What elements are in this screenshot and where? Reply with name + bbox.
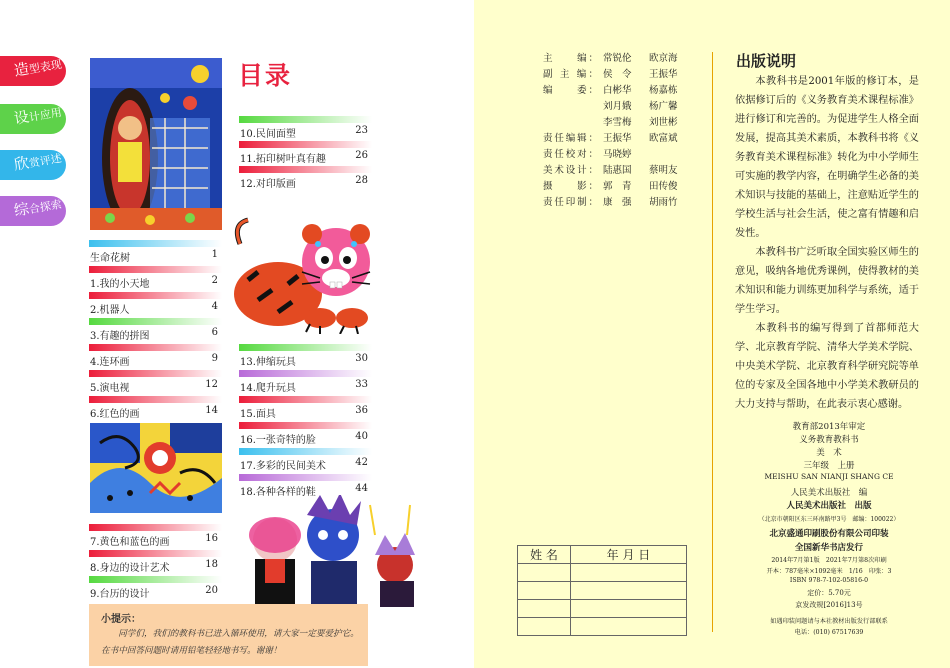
date-cell[interactable] — [571, 618, 687, 636]
imprint-line: 京发改规[2016]13号 — [795, 601, 863, 609]
entry-page: 44 — [355, 483, 368, 494]
tab-label: 合探索 — [28, 197, 63, 217]
tab-label: 赏评述 — [28, 151, 63, 171]
divider-line — [712, 52, 713, 632]
tab-first-char: 设 — [12, 107, 31, 128]
entry-title: 12.对印版画 — [240, 179, 296, 190]
credit-line: 编 委： 白彬华 杨嘉栋 — [543, 85, 678, 96]
imprint-line: 全国新华书店发行 — [794, 543, 863, 553]
entry-page: 23 — [355, 125, 368, 136]
imprint-line: 美 术 — [816, 448, 842, 458]
toc-entry[interactable] — [89, 396, 222, 422]
toc-entry[interactable] — [239, 116, 372, 142]
toc-entry[interactable] — [89, 318, 222, 344]
entry-title: 生命花树 — [90, 253, 130, 264]
toc-entry[interactable] — [239, 448, 372, 474]
name-cell[interactable] — [518, 564, 571, 582]
publish-paragraph: 本教科书广泛听取全国实验区师生的意见，吸纳各地优秀课例，使得教材的美术知识和能力训练更加科学与系统，适于学生学习。 — [735, 247, 919, 315]
credit-line: 摄 影： 郭 青 田传俊 — [543, 181, 678, 192]
credit-line: 美术设计： 陆惠国 蔡明友 — [543, 165, 678, 176]
toc-entry[interactable] — [89, 292, 222, 318]
imprint-line: 定价：5.70元 — [807, 589, 851, 597]
entry-page: 40 — [355, 431, 368, 442]
toc-entry[interactable] — [239, 396, 372, 422]
entry-title: 5.演电视 — [90, 383, 130, 394]
imprint-line: MEISHU SAN NIANJI SHANG CE — [764, 472, 894, 481]
entry-title: 7.黄色和蓝色的画 — [90, 537, 170, 548]
entry-page: 1 — [211, 249, 218, 260]
toc-entry[interactable] — [239, 141, 372, 167]
credit-line: 主 编： 常锐伦 欧京海 — [543, 53, 678, 64]
imprint-line: 开本：787毫米×1092毫米 1/16 印张：3 — [766, 568, 892, 575]
name-header: 姓 名 — [518, 546, 571, 564]
toc-entry[interactable] — [89, 240, 222, 266]
entry-page: 2 — [211, 275, 218, 286]
toc-entry[interactable] — [239, 166, 372, 192]
entry-title: 18.各种各样的鞋 — [240, 487, 316, 498]
entry-page: 4 — [211, 301, 218, 312]
tip-box — [89, 604, 368, 666]
toc-entry[interactable] — [89, 370, 222, 396]
entry-page: 18 — [205, 559, 218, 570]
publish-body — [735, 72, 919, 414]
credit-line: 责任印制： 康 强 胡雨竹 — [543, 197, 678, 208]
toc-title: 目录 — [238, 61, 293, 90]
abstract-painting-image — [90, 423, 222, 513]
toc-entry[interactable] — [89, 524, 222, 550]
toc-entry[interactable] — [89, 344, 222, 370]
tiger-toy-image — [228, 214, 378, 334]
entry-page: 14 — [205, 405, 218, 416]
imprint-line: 人民美术出版社 编 — [790, 488, 868, 498]
tab-xinshang[interactable] — [0, 150, 66, 180]
tab-label: 型表现 — [28, 57, 63, 77]
toc-entry[interactable] — [89, 576, 222, 602]
toc-entry[interactable] — [239, 370, 372, 396]
tab-zonghe[interactable] — [0, 196, 66, 226]
entry-page: 12 — [205, 379, 218, 390]
publish-heading: 出版说明 — [736, 52, 797, 70]
entry-title: 4.连环画 — [90, 357, 130, 368]
name-cell[interactable] — [518, 618, 571, 636]
entry-page: 6 — [211, 327, 218, 338]
entry-page: 26 — [355, 150, 368, 161]
publish-paragraph: 本教科书是2001年版的修订本，是依据修订后的《义务教育美术课程标准》进行修订和完善的。为促进学生人格全面发展，提高其美术素质，本教科书将《义务教育美术课程标准》转化为中小学师生可实施的教学内容，在明确学生必备的美术知识与技能的基础上，注意贴近学生的学校生活与社会生活，使之富有情趣和启发性。 — [735, 76, 919, 239]
entry-page: 30 — [355, 353, 368, 364]
entry-title: 6.红色的画 — [90, 409, 140, 420]
credit-line: 刘月娥 杨广馨 — [603, 101, 678, 112]
tip-heading: 小提示： — [101, 614, 141, 625]
entry-title: 1.我的小天地 — [90, 279, 150, 290]
tip-body: 同学们，我们的教科书已进入循环使用，请大家一定要爱护它。在书中回答问题时请用铅笔轻轻地书写。谢谢！ — [101, 629, 359, 656]
date-header: 年 月 日 — [571, 546, 687, 564]
entry-page: 16 — [205, 533, 218, 544]
entry-title: 17.多彩的民间美术 — [240, 461, 326, 472]
toc-entry[interactable] — [239, 422, 372, 448]
entry-page: 42 — [355, 457, 368, 468]
credit-line: 责任编辑： 王振华 欧富斌 — [543, 133, 678, 144]
entry-title: 16.一张奇特的脸 — [240, 435, 316, 446]
entry-title: 9.台历的设计 — [90, 589, 150, 600]
imprint-line: 电话：(010) 67517639 — [794, 629, 864, 636]
tab-first-char: 造 — [12, 59, 31, 80]
date-cell[interactable] — [571, 564, 687, 582]
date-cell[interactable] — [571, 582, 687, 600]
entry-title: 2.机器人 — [90, 305, 130, 316]
imprint-line: 如遇印装问题请与本社教材出版发行部联系 — [770, 618, 888, 625]
entry-title: 14.爬升玩具 — [240, 383, 296, 394]
publish-paragraph: 本教科书的编写得到了首都师范大学、北京教育学院、清华大学美术学院、中央美术学院、北京教育科学研究院等单位的专家及全国各地中小学美术教研员的大力支持与帮助，在此表示衷心感谢。 — [735, 323, 919, 410]
credit-line: 副 主 编： 侯 令 王振华 — [543, 69, 678, 80]
entry-title: 10.民间面塑 — [240, 129, 296, 140]
entry-title: 11.拓印树叶真有趣 — [240, 154, 326, 165]
imprint-line: 2014年7月第1版 2021年7月第8次印刷 — [771, 557, 887, 564]
entry-page: 9 — [211, 353, 218, 364]
imprint-line: 义务教育教科书 — [799, 435, 859, 445]
imprint-line: 教育部2013年审定 — [792, 422, 866, 432]
name-date-table[interactable] — [517, 545, 687, 636]
toc-entry[interactable] — [89, 550, 222, 576]
entry-page: 28 — [355, 175, 368, 186]
entry-title: 15.面具 — [240, 409, 276, 420]
name-cell[interactable] — [518, 600, 571, 618]
entry-title: 13.伸缩玩具 — [240, 357, 296, 368]
imprint-line: ISBN 978-7-102-05816-0 — [789, 577, 869, 584]
entry-title: 8.身边的设计艺术 — [90, 563, 170, 574]
entry-title: 3.有趣的拼图 — [90, 331, 150, 342]
credit-line: 责任校对： 马晓婷 — [543, 149, 632, 160]
entry-page: 36 — [355, 405, 368, 416]
imprint-line: （北京市朝阳区东三环南路甲3号 邮编：100022） — [758, 516, 900, 523]
imprint-line: 人民美术出版社 出版 — [786, 501, 872, 511]
entry-page: 20 — [205, 585, 218, 596]
toc-entry[interactable] — [89, 266, 222, 292]
tab-first-char: 欣 — [12, 153, 31, 174]
tab-first-char: 综 — [12, 199, 31, 220]
tab-label: 计应用 — [28, 105, 63, 125]
tab-zaoxing[interactable] — [0, 56, 66, 86]
date-cell[interactable] — [571, 600, 687, 618]
entry-page: 33 — [355, 379, 368, 390]
credit-line: 李雪梅 刘世彬 — [603, 117, 678, 128]
imprint-line: 北京盛通印刷股份有限公司印装 — [769, 529, 889, 539]
name-cell[interactable] — [518, 582, 571, 600]
toc-entry[interactable] — [239, 344, 372, 370]
imprint-line: 三年级 上册 — [803, 461, 855, 471]
folk-painting-image — [90, 58, 222, 230]
masks-photo-image — [225, 495, 435, 607]
tab-sheji[interactable] — [0, 104, 66, 134]
